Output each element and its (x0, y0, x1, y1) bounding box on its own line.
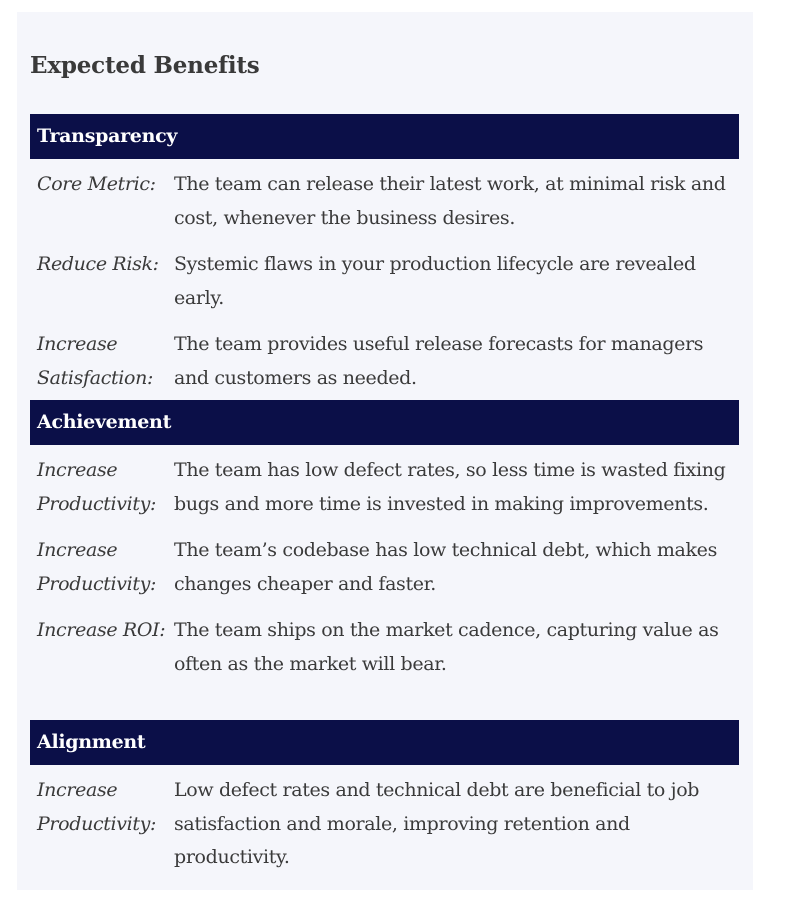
benefit-label: Increase Productivity: (37, 459, 157, 515)
benefit-description: The team’s codebase has low technical debt, which makes changes cheaper and faster. (174, 539, 717, 595)
benefit-label: Increase ROI: (37, 619, 166, 641)
section-header: Transparency (30, 114, 739, 159)
benefit-label: Core Metric: (37, 173, 156, 195)
section-achievement (30, 400, 739, 681)
benefit-description: Low defect rates and technical debt are beneficial to job satisfaction and morale, improving retention and productivity. (174, 779, 700, 868)
page-title: Expected Benefits (30, 52, 260, 79)
section-alignment (30, 720, 739, 875)
benefit-row (30, 328, 739, 395)
benefit-row (30, 774, 739, 875)
benefit-description: The team provides useful release forecasts for managers and customers as needed. (174, 333, 704, 389)
benefit-row (30, 248, 739, 315)
section-header: Alignment (30, 720, 739, 765)
section-transparency (30, 114, 739, 395)
benefit-description: The team ships on the market cadence, capturing value as often as the market will bear. (174, 619, 719, 675)
benefit-description: Systemic flaws in your production lifecycle are revealed early. (174, 253, 696, 309)
benefit-row (30, 534, 739, 601)
section-header: Achievement (30, 400, 739, 445)
benefits-panel (17, 12, 753, 890)
benefit-label: Increase Productivity: (37, 539, 157, 595)
benefit-description: The team has low defect rates, so less time is wasted fixing bugs and more time is invested in making improvements. (174, 459, 726, 515)
benefit-row (30, 454, 739, 521)
benefit-description: The team can release their latest work, at minimal risk and cost, whenever the business desires. (174, 173, 726, 229)
benefit-label: Reduce Risk: (37, 253, 159, 275)
benefit-row (30, 614, 739, 681)
benefit-label: Increase Productivity: (37, 779, 157, 835)
benefit-row (30, 168, 739, 235)
benefit-label: Increase Satisfaction: (37, 333, 154, 389)
